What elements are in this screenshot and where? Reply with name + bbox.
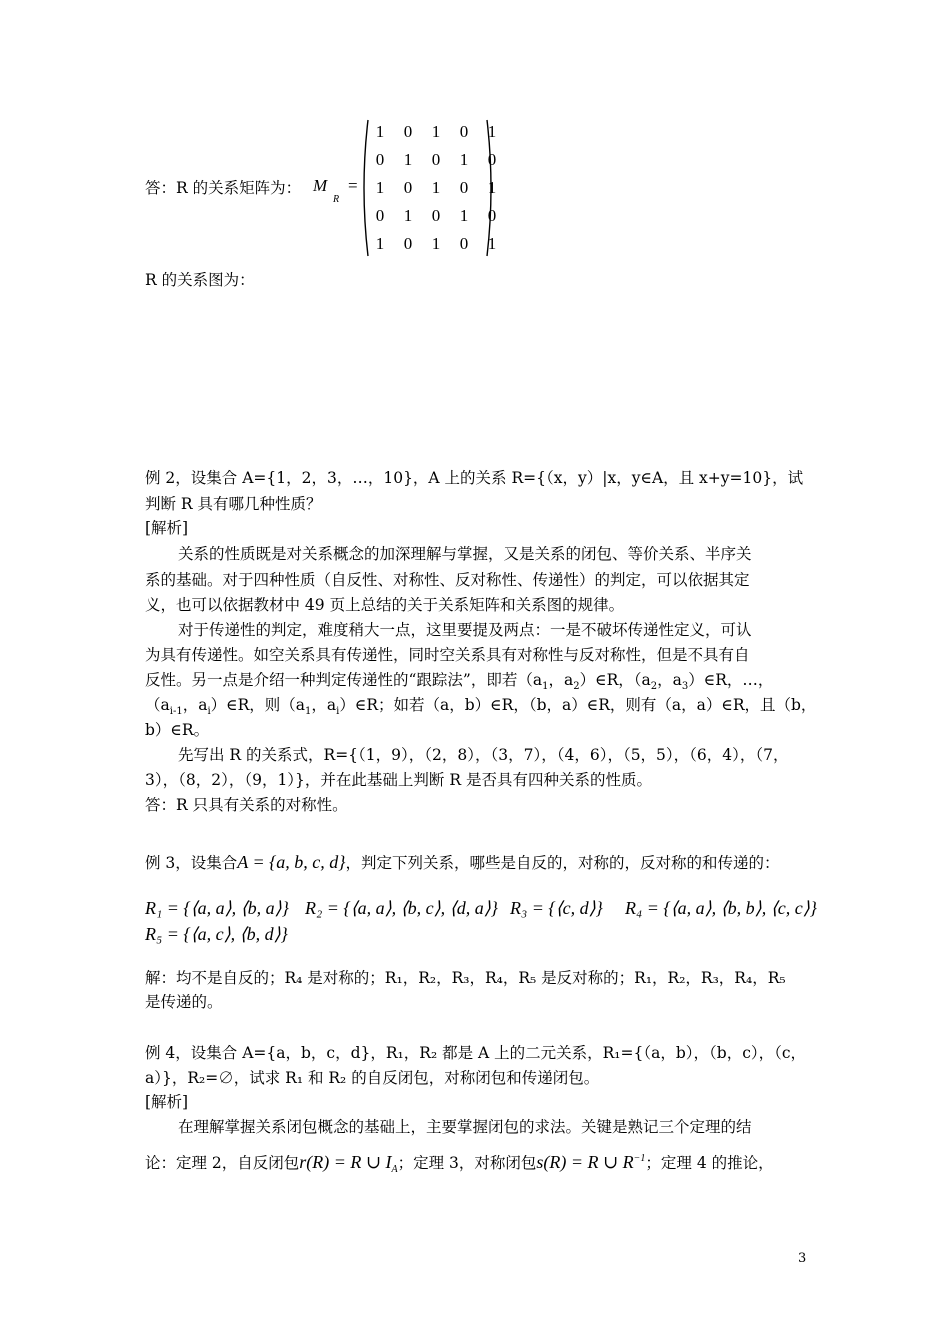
matrix-cell: 1 <box>459 206 469 225</box>
ex2-analysis-heading: [解析] <box>145 519 189 537</box>
matrix-cell: 0 <box>487 206 497 225</box>
ex2-para2-a: 对于传递性的判定，难度稍大一点，这里要提及两点：一是不破坏传递性定义，可认 <box>178 621 752 639</box>
matrix-label: 答：R 的关系矩阵为： <box>145 179 302 197</box>
matrix-cell: 1 <box>431 234 441 253</box>
matrix-subscript: R <box>333 194 340 205</box>
ex2-para2-b: 为具有传递性。如空关系具有传递性，同时空关系具有对称性与反对称性，但是不具有自 <box>145 646 750 664</box>
matrix-cell: 0 <box>431 206 441 225</box>
ex2-para3-b: 3），（8，2），（9，1）}，并在此基础上判断 R 是否具有四种关系的性质。 <box>145 771 652 789</box>
matrix-cell: 0 <box>459 122 469 141</box>
ex4-para-2: 论：定理 2，自反闭包r(R) = R ∪ $I_A$；定理 3，对称闭包s(R) = R ∪ $R^{-1}$；定理 4 的推论， <box>145 1152 774 1175</box>
ex2-para3-a: 先写出 R 的关系式，R={（1，9），（2，8），（3，7），（4，6），（5，5），（6，4），（7， <box>178 746 789 764</box>
ex2-para2-d: （$a_{i-1}$，$a_i)\in R$，则（$a_1$，$a_i)\in R$；如若（a，b）∈R，（b，a）∈R，则有（a，a）∈R，且（b， <box>145 696 817 717</box>
matrix-cell: 1 <box>487 122 497 141</box>
matrix-cell: 1 <box>487 178 497 197</box>
relation-r5: R₅ = {⟨a, c⟩, ⟨b, d⟩} <box>145 924 288 944</box>
ex3-solution-1: 解：均不是自反的；R₄ 是对称的；R₁，R₂，R₃，R₄，R₅ 是反对称的；R₁，R₂，R₃，R₄，R₅ <box>145 969 786 987</box>
ex2-para2-c: 反性。另一点是介绍一种判定传递性的“跟踪法”，即若（$a_1$，$a_2)\in R$，（$a_2$，$a_3)\in R$，…， <box>145 671 774 692</box>
ex2-para1-c: 义，也可以依据教材中 49 页上总结的关于关系矩阵和关系图的规律。 <box>145 596 625 614</box>
matrix-cell: 1 <box>487 234 497 253</box>
relation-r3: R₃ = {⟨c, d⟩} <box>510 898 603 918</box>
ex3-solution-2: 是传递的。 <box>145 993 223 1011</box>
matrix-cell: 0 <box>431 150 441 169</box>
matrix-cell: 0 <box>487 150 497 169</box>
matrix-cell: 1 <box>403 206 413 225</box>
ex3-line-1: 例 3，设集合A = {a, b, c, d}，判定下列关系，哪些是自反的，对称的，反对称的和传递的： <box>145 852 780 872</box>
ex2-line-1: 例 2，设集合 A={1，2，3，…，10}，A 上的关系 R={（x，y）|x，y∈A，且 x+y=10}，试 <box>145 469 804 487</box>
ex4-analysis-heading: [解析] <box>145 1093 189 1111</box>
ex4-line-2: a）}，R₂=∅，试求 R₁ 和 R₂ 的自反闭包，对称闭包和传递闭包。 <box>145 1069 600 1087</box>
left-paren-icon <box>358 118 370 258</box>
matrix-cell: 1 <box>431 122 441 141</box>
matrix-cell: 1 <box>375 234 385 253</box>
matrix-equals: = <box>348 176 358 195</box>
relation-matrix <box>145 118 565 260</box>
relation-r2: R₂ = {⟨a, a⟩, ⟨b, c⟩, ⟨d, a⟩} <box>305 898 498 918</box>
relation-r4: R₄ = {⟨a, a⟩, ⟨b, b⟩, ⟨c, c⟩} <box>625 898 817 918</box>
matrix-cell: 1 <box>403 150 413 169</box>
page-number: 3 <box>798 1251 807 1266</box>
matrix-cell: 1 <box>375 178 385 197</box>
ex4-para-1: 在理解掌握关系闭包概念的基础上，主要掌握闭包的求法。关键是熟记三个定理的结 <box>178 1118 752 1136</box>
ex2-para1-b: 系的基础。对于四种性质（自反性、对称性、反对称性、传递性）的判定，可以依据其定 <box>145 571 750 589</box>
matrix-cell: 1 <box>375 122 385 141</box>
matrix-symbol: M <box>313 176 328 195</box>
relation-r1: R₁ = {⟨a, a⟩, ⟨b, a⟩} <box>145 898 289 918</box>
ex4-line-1: 例 4，设集合 A={a，b，c，d}，R₁，R₂ 都是 A 上的二元关系，R₁={（a，b），（b，c），（c， <box>145 1044 807 1062</box>
matrix-cell: 1 <box>431 178 441 197</box>
ex2-answer: 答：R 只具有关系的对称性。 <box>145 796 348 814</box>
matrix-cell: 0 <box>375 206 385 225</box>
matrix-cell: 0 <box>375 150 385 169</box>
matrix-cell: 1 <box>459 150 469 169</box>
ex2-para1-a: 关系的性质既是对关系概念的加深理解与掌握，又是关系的闭包、等价关系、半序关 <box>178 545 752 563</box>
graph-label: R 的关系图为： <box>145 271 255 289</box>
ex2-line-2: 判断 R 具有哪几种性质？ <box>145 495 322 513</box>
ex2-para2-e: b）∈R。 <box>145 721 210 739</box>
matrix-cell: 0 <box>403 122 413 141</box>
matrix-cell: 0 <box>459 234 469 253</box>
matrix-cell: 0 <box>403 234 413 253</box>
matrix-cell: 0 <box>403 178 413 197</box>
matrix-cell: 0 <box>459 178 469 197</box>
